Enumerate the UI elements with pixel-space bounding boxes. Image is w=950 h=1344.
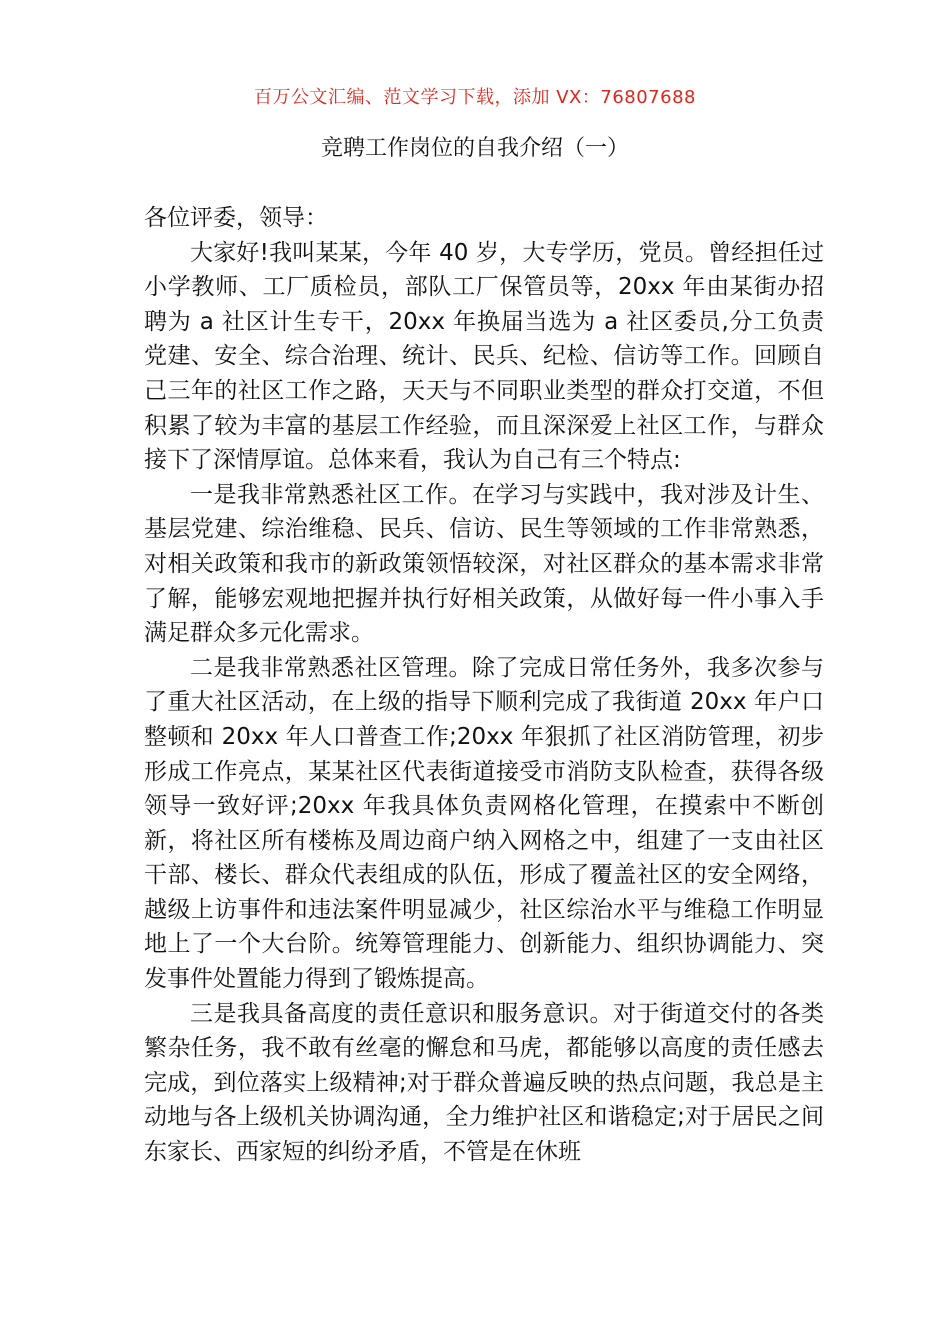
- document-title: 竞聘工作岗位的自我介绍（一）: [320, 136, 629, 161]
- paragraph-point-three: 三是我具备高度的责任意识和服务意识。对于街道交付的各类繁杂任务，我不敢有丝毫的懈怠和马虎，都能够以高度的责任感去完成，到位落实上级精神;对于群众普遍反映的热点问题，我总是主动地与各上级机关协调沟通，全力维护社区和谐稳定;对于居民之间东家长、西家短的纠纷矛盾，不管是在休班: [144, 1000, 824, 1166]
- greeting: 各位评委，领导：: [144, 205, 328, 231]
- paragraph-intro: 大家好!我叫某某，今年 40 岁，大专学历，党员。曾经担任过小学教师、工厂质检员，部队工厂保管员等，20xx 年由某街办招聘为 a 社区计生专干，20xx 年换届当选为 a 社区委员,分工负责党建、安全、综合治理、统计、民兵、纪检、信访等工作。回顾自己三年的社区工作之路，天天与不同职业类型的群众打交道，不但积累了较为丰富的基层工作经验，而且深深爱上社区工作，与群众接下了深情厚谊。总体来看，我认为自己有三个特点:: [144, 239, 824, 474]
- document-body: [144, 201, 824, 1170]
- paragraph-point-one: 一是我非常熟悉社区工作。在学习与实践中，我对涉及计生、基层党建、综治维稳、民兵、信访、民生等领域的工作非常熟悉，对相关政策和我市的新政策领悟较深，对社区群众的基本需求非常了解，能够宏观地把握并执行好相关政策，从做好每一件小事入手满足群众多元化需求。: [144, 481, 824, 647]
- promo-banner: 百万公文汇编、范文学习下载，添加 VX：76807688: [254, 87, 696, 108]
- paragraph-point-two: 二是我非常熟悉社区管理。除了完成日常任务外，我多次参与了重大社区活动，在上级的指导下顺利完成了我街道 20xx 年户口整顿和 20xx 年人口普查工作;20xx 年狠抓了社区消防管理，初步形成工作亮点，某某社区代表街道接受市消防支队检查，获得各级领导一致好评;20xx 年我具体负责网格化管理，在摸索中不断创新，将社区所有楼栋及周边商户纳入网格之中，组建了一支由社区干部、楼长、群众代表组成的队伍，形成了覆盖社区的安全网络，越级上访事件和违法案件明显减少，社区综治水平与维稳工作明显地上了一个大台阶。统筹管理能力、创新能力、组织协调能力、突发事件处置能力得到了锻炼提高。: [144, 654, 824, 993]
